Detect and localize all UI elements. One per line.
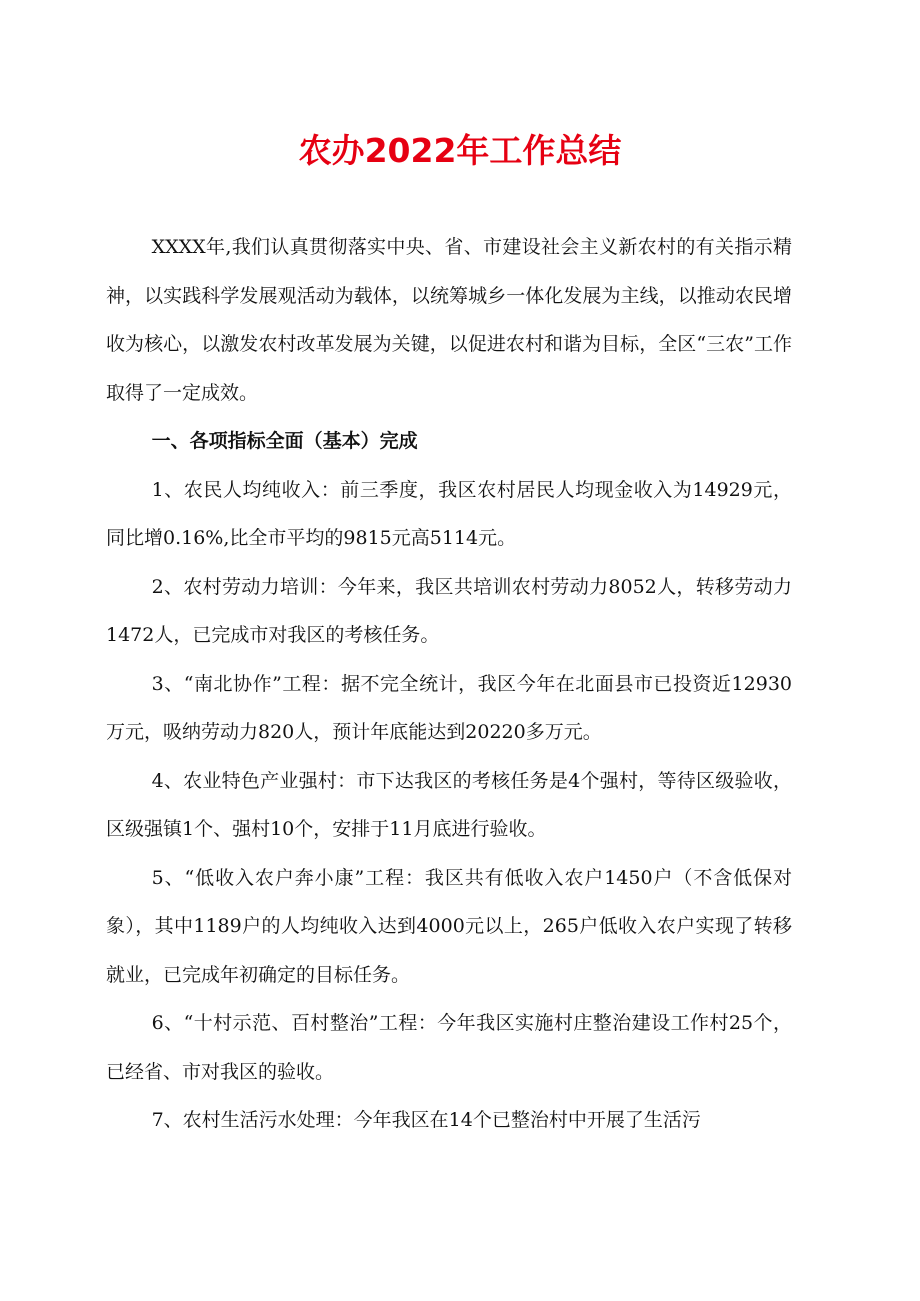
- list-item: 1、农民人均纯收入：前三季度，我区农村居民人均现金收入为14929元，同比增0.16%,比全市平均的9815元高5114元。: [106, 478, 792, 549]
- list-item: 6、“十村示范、百村整治”工程：今年我区实施村庄整治建设工作村25个，已经省、市对我区的验收。: [106, 1012, 792, 1083]
- list-item: 4、农业特色产业强村：市下达我区的考核任务是4个强村，等待区级验收，区级强镇1个、强村10个，安排于11月底进行验收。: [106, 769, 792, 840]
- list-item: 5、“低收入农户奔小康”工程：我区共有低收入农户1450户（不含低保对象），其中1189户的人均纯收入达到4000元以上，265户低收入农户实现了转移就业，已完成年初确定的目标任务。: [106, 866, 792, 986]
- list-item: 2、农村劳动力培训：今年来，我区共培训农村劳动力8052人，转移劳动力1472人，已完成市对我区的考核任务。: [106, 575, 792, 646]
- section-heading: 一、各项指标全面（基本）完成: [151, 430, 418, 452]
- document-title: 农办2022年工作总结: [298, 131, 622, 170]
- list-item: 3、“南北协作”工程：据不完全统计，我区今年在北面县市已投资近12930万元，吸纳劳动力820人，预计年底能达到20220多万元。: [106, 672, 792, 743]
- list-item: 7、农村生活污水处理：今年我区在14个已整治村中开展了生活污: [151, 1109, 701, 1131]
- document-body: [106, 223, 792, 1145]
- intro-paragraph: XXXX年,我们认真贯彻落实中央、省、市建设社会主义新农村的有关指示精神，以实践科学发展观活动为载体，以统筹城乡一体化发展为主线，以推动农民增收为核心，以激发农村改革发展为关键，以促进农村和谐为目标，全区“三农”工作取得了一定成效。: [106, 236, 792, 404]
